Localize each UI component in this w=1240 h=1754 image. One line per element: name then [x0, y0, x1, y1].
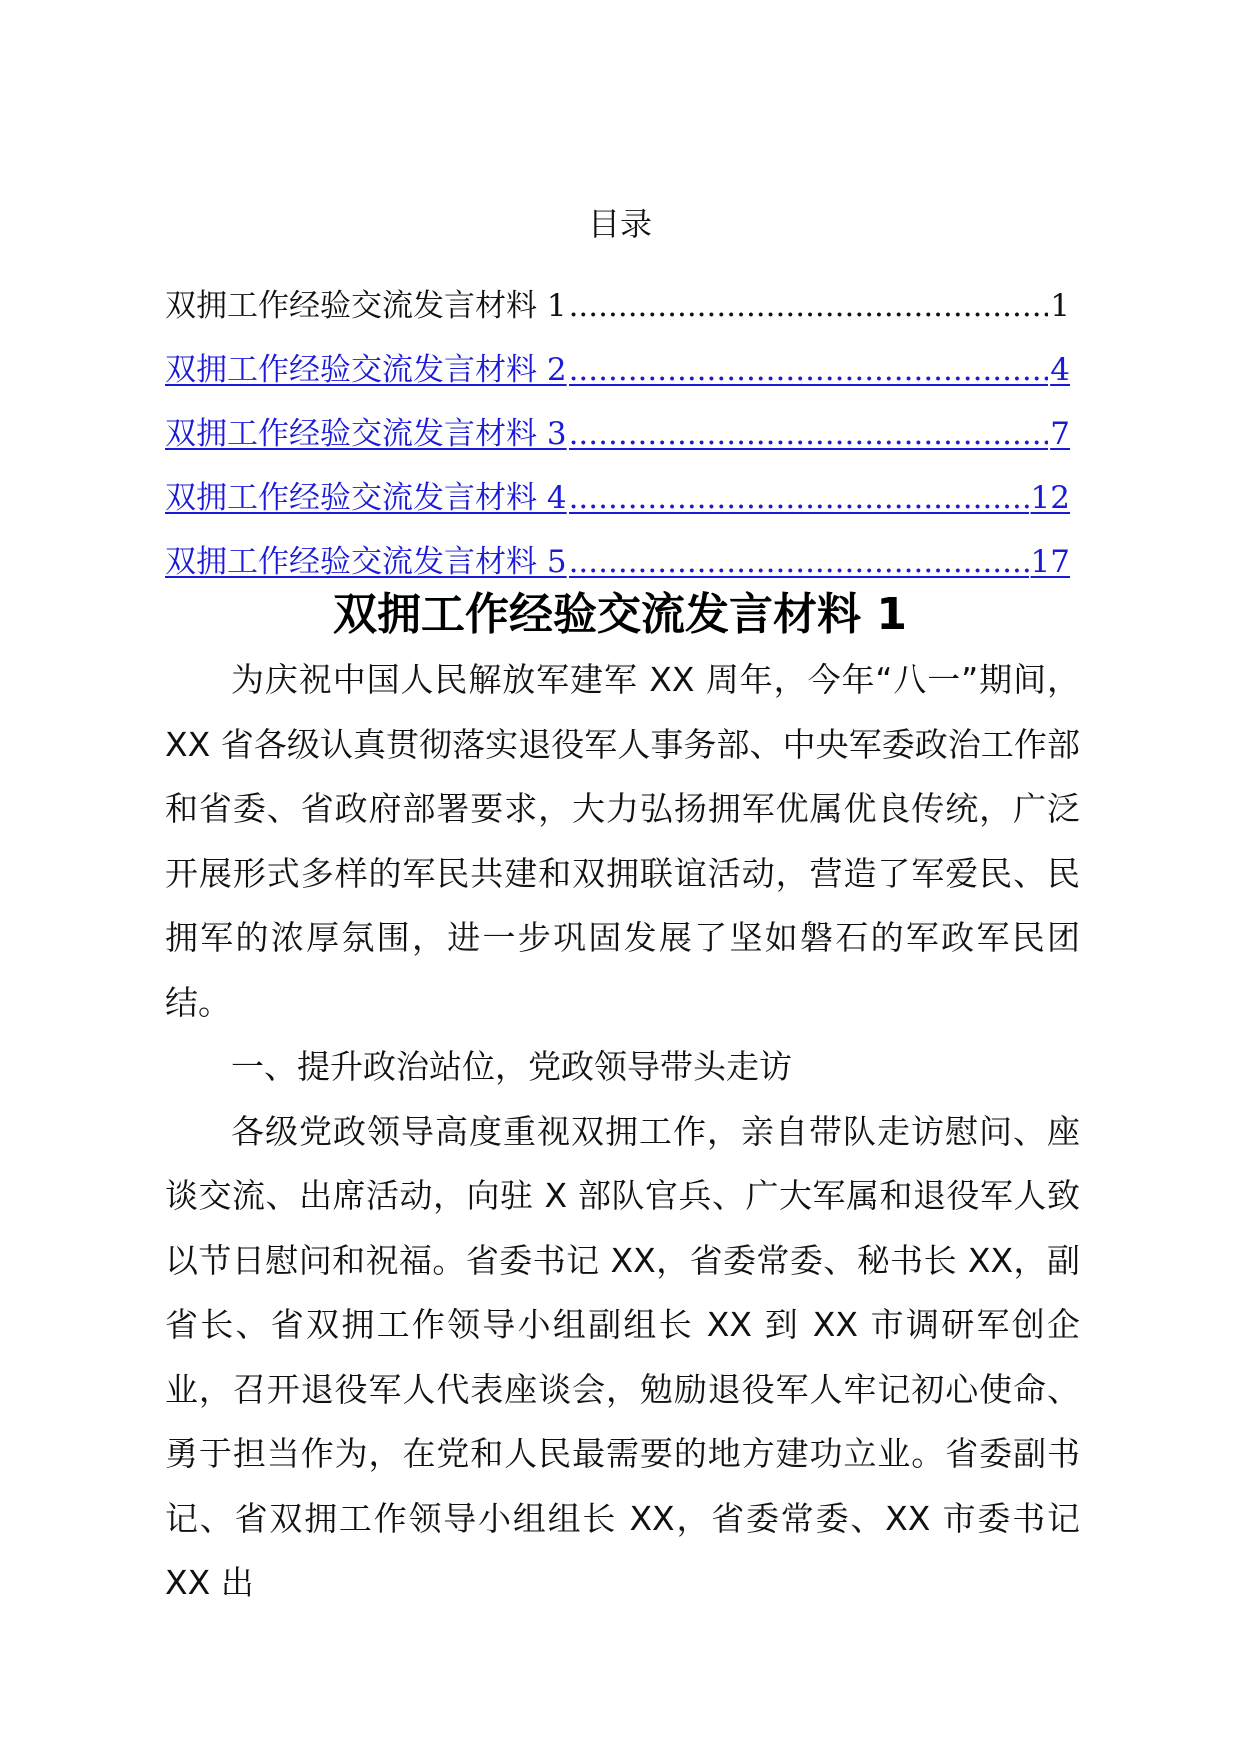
toc-entry-link[interactable]: [165, 454, 1070, 518]
toc-entry-title: 双拥工作经验交流发言材料 3: [165, 416, 567, 452]
document-title: 双拥工作经验交流发言材料 1: [333, 589, 907, 640]
toc-leader-dots: [569, 542, 1029, 582]
table-of-contents: [165, 262, 1070, 582]
section-heading: 一、提升政治站位，党政领导带头走访: [231, 1047, 792, 1086]
toc-entry-title: 双拥工作经验交流发言材料 4: [165, 480, 567, 516]
toc-entry-title: 双拥工作经验交流发言材料 2: [165, 352, 567, 388]
document-body: [165, 648, 1080, 1616]
toc-entry-title: 双拥工作经验交流发言材料 1: [165, 288, 567, 324]
toc-entry-page: 7: [1050, 416, 1070, 452]
body-paragraph: 各级党政领导高度重视双拥工作，亲自带队走访慰问、座谈交流、出席活动，向驻 X 部队官兵、广大军属和退役军人致以节日慰问和祝福。省委书记 XX，省委常委、秘书长 XX，副省长、省双拥工作领导小组副组长 XX 到 XX 市调研军创企业，召开退役军人代表座谈会，勉励退役军人牢记初心使命、勇于担当作为，在党和人民最需要的地方建功立业。省委副书记、省双拥工作领导小组组长 XX，省委常委、XX 市委书记 XX 出: [165, 1111, 1080, 1602]
toc-entry[interactable]: [165, 262, 1070, 326]
toc-entry-page: 4: [1050, 352, 1070, 388]
toc-title: 目录: [587, 205, 652, 243]
toc-entry-page: 12: [1030, 480, 1070, 516]
toc-leader-dots: [569, 478, 1029, 518]
toc-leader-dots: [569, 414, 1049, 454]
toc-entry-page: 17: [1030, 544, 1070, 580]
toc-entry-link[interactable]: [165, 326, 1070, 390]
toc-leader-dots: [569, 350, 1049, 390]
toc-entry-link[interactable]: [165, 390, 1070, 454]
toc-leader-dots: [569, 286, 1049, 326]
toc-entry-link[interactable]: [165, 518, 1070, 582]
toc-entry-page: 1: [1050, 288, 1070, 324]
body-paragraph: 为庆祝中国人民解放军建军 XX 周年，今年“八一”期间，XX 省各级认真贯彻落实退役军人事务部、中央军委政治工作部和省委、省政府部署要求，大力弘扬拥军优属优良传统，广泛开展形式多样的军民共建和双拥联谊活动，营造了军爱民、民拥军的浓厚氛围，进一步巩固发展了坚如磐石的军政军民团结。: [165, 660, 1080, 1022]
toc-entry-title: 双拥工作经验交流发言材料 5: [165, 544, 567, 580]
